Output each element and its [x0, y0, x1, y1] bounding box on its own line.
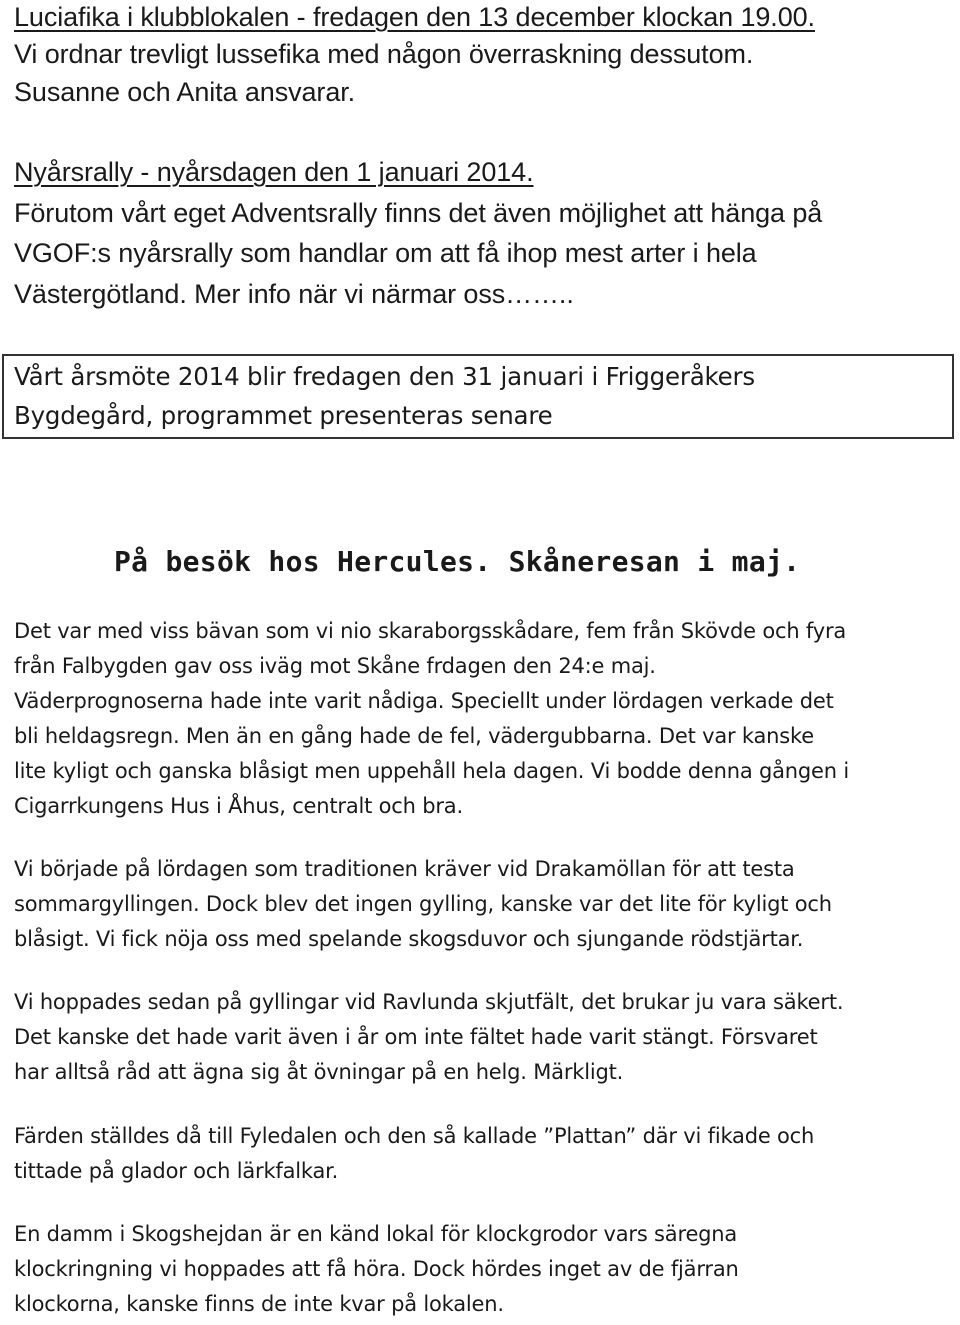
paragraph-2-line: Vi började på lördagen som traditionen kräver vid Drakamöllan för att testa	[14, 857, 795, 881]
nyarsrally-line-2: VGOF:s nyårsrally som handlar om att få ihop mest arter i hela	[14, 238, 757, 268]
paragraph-3-line: Det kanske det hade varit även i år om inte fältet hade varit stängt. Försvaret	[14, 1025, 818, 1049]
paragraph-1-line: bli heldagsregn. Men än en gång hade de fel, vädergubbarna. Det var kanske	[14, 724, 814, 748]
paragraph-1-line: Väderprognoserna hade inte varit nådiga. Speciellt under lördagen verkade det	[14, 689, 834, 713]
paragraph-1-line: lite kyligt och ganska blåsigt men uppehåll hela dagen. Vi bodde denna gången i	[14, 759, 849, 783]
paragraph-4-line: Färden ställdes då till Fyledalen och den så kallade ”Plattan” där vi fikade och	[14, 1124, 815, 1148]
arsmote-line-1: Vårt årsmöte 2014 blir fredagen den 31 januari i Friggeråkers	[14, 362, 755, 391]
arsmote-line-2: Bygdegård, programmet presenteras senare	[14, 401, 553, 430]
nyarsrally-line-3: Västergötland. Mer info när vi närmar oss……..	[14, 279, 574, 309]
paragraph-2-line: sommargyllingen. Dock blev det ingen gylling, kanske var det lite för kyligt och	[14, 892, 832, 916]
paragraph-3-line: Vi hoppades sedan på gyllingar vid Ravlunda skjutfält, det brukar ju vara säkert.	[14, 990, 844, 1014]
paragraph-5-line: klockorna, kanske finns de inte kvar på lokalen.	[14, 1292, 504, 1316]
paragraph-5-line: En damm i Skogshejdan är en känd lokal för klockgrodor vars säregna	[14, 1222, 738, 1246]
nyarsrally-line-1: Förutom vårt eget Adventsrally finns det även möjlighet att hänga på	[14, 198, 823, 228]
luciafika-line-2: Susanne och Anita ansvarar.	[14, 77, 356, 107]
nyarsrally-title: Nyårsrally - nyårsdagen den 1 januari 2014.	[14, 157, 534, 187]
paragraph-3-line: har alltså råd att ägna sig åt övningar på en helg. Märkligt.	[14, 1060, 624, 1084]
paragraph-2-line: blåsigt. Vi fick nöja oss med spelande skogsduvor och sjungande rödstjärtar.	[14, 927, 804, 951]
paragraph-1-line: Det var med viss bävan som vi nio skaraborgsskådare, fem från Skövde och fyra	[14, 619, 847, 643]
paragraph-1-line: Cigarrkungens Hus i Åhus, centralt och bra.	[14, 794, 463, 818]
paragraph-1-line: från Falbygden gav oss iväg mot Skåne frdagen den 24:e maj.	[14, 654, 656, 678]
article-heading: På besök hos Hercules. Skåneresan i maj.	[114, 545, 801, 578]
paragraph-4-line: tittade på glador och lärkfalkar.	[14, 1159, 339, 1183]
luciafika-line-1: Vi ordnar trevligt lussefika med någon överraskning dessutom.	[14, 39, 754, 69]
paragraph-5-line: klockringning vi hoppades att få höra. Dock hördes inget av de fjärran	[14, 1257, 739, 1281]
luciafika-title: Luciafika i klubblokalen - fredagen den 13 december klockan 19.00.	[14, 2, 815, 32]
